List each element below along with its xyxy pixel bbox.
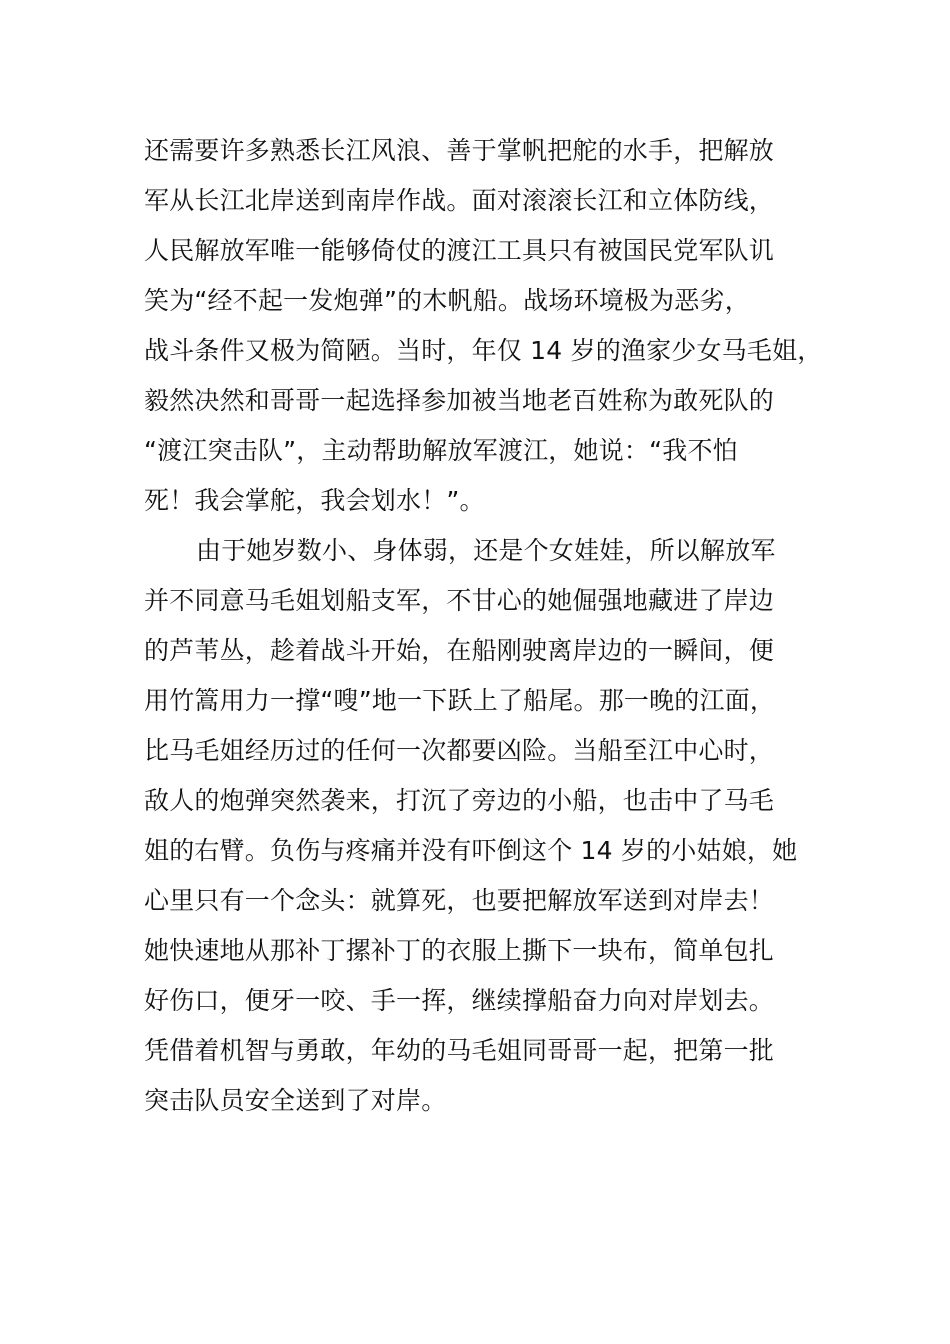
text-line: 凭借着机智与勇敢，年幼的马毛姐同哥哥一起，把第一批: [144, 1036, 775, 1065]
paragraph-first-line: 由于她岁数小、身体弱，还是个女娃娃，所以解放军: [196, 536, 776, 565]
text-line: 死！我会掌舵，我会划水！”。: [144, 486, 485, 515]
text-line: 用竹篙用力一撑“嗖”地一下跃上了船尾。那一晚的江面，: [144, 686, 776, 715]
text-line: 笑为“经不起一发炮弹”的木帆船。战场环境极为恶劣，: [144, 286, 750, 315]
text-line: 的芦苇丛，趁着战斗开始，在船刚驶离岸边的一瞬间，便: [144, 636, 775, 665]
text-line: 比马毛姐经历过的任何一次都要凶险。当船至江中心时，: [144, 736, 775, 765]
text-line: “渡江突击队”，主动帮助解放军渡江，她说：“我不怕: [144, 436, 738, 465]
body-text: [144, 126, 824, 1126]
text-line: 还需要许多熟悉长江风浪、善于掌帆把舵的水手，把解放: [144, 136, 775, 165]
text-line: 人民解放军唯一能够倚仗的渡江工具只有被国民党军队讥: [144, 236, 775, 265]
text-line: 敌人的炮弹突然袭来，打沉了旁边的小船，也击中了马毛: [144, 786, 775, 815]
text-line: 心里只有一个念头：就算死，也要把解放军送到对岸去！: [144, 886, 775, 915]
text-line: 并不同意马毛姐划船支军，不甘心的她倔强地藏进了岸边: [144, 586, 775, 615]
text-line: 她快速地从那补丁摞补丁的衣服上撕下一块布，简单包扎: [144, 936, 775, 965]
text-line: 战斗条件又极为简陋。当时，年仅 14 岁的渔家少女马毛姐，: [144, 336, 823, 365]
text-line: 突击队员安全送到了对岸。: [144, 1086, 447, 1115]
text-line: 好伤口，便牙一咬、手一挥，继续撑船奋力向对岸划去。: [144, 986, 775, 1015]
text-line: 毅然决然和哥哥一起选择参加被当地老百姓称为敢死队的: [144, 386, 775, 415]
text-line: 军从长江北岸送到南岸作战。面对滚滚长江和立体防线，: [144, 186, 775, 215]
text-line: 姐的右臂。负伤与疼痛并没有吓倒这个 14 岁的小姑娘，她: [144, 836, 798, 865]
